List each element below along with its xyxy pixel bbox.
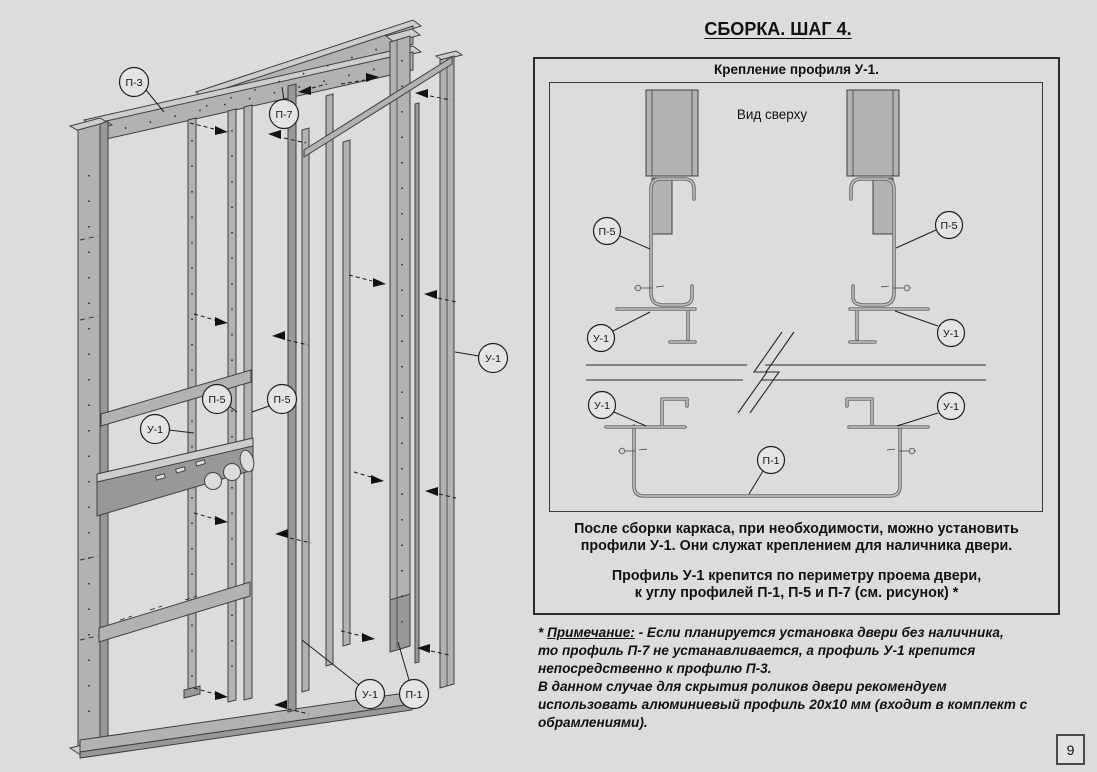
svg-text:П-5: П-5 xyxy=(273,394,291,406)
label-u1-top-left xyxy=(588,312,651,352)
svg-text:У-1: У-1 xyxy=(592,333,610,345)
screw-left xyxy=(634,285,664,291)
svg-text:П-5: П-5 xyxy=(208,394,226,406)
profile-u1-vertical-a xyxy=(302,128,309,692)
door-panel-right xyxy=(847,90,899,176)
label-p5-right xyxy=(252,385,297,414)
svg-text:П-5: П-5 xyxy=(940,220,958,232)
svg-text:П-5: П-5 xyxy=(598,226,616,238)
view-label: Вид сверху xyxy=(736,107,808,122)
svg-text:П-1: П-1 xyxy=(405,689,423,701)
left-post xyxy=(70,118,114,756)
page-title: СБОРКА. ШАГ 4. xyxy=(704,19,852,39)
label-p1-bottom xyxy=(398,642,429,709)
label-u1-top-right xyxy=(895,311,965,347)
label-p5-right xyxy=(896,212,963,249)
door-panel-left xyxy=(646,90,698,176)
svg-text:П-3: П-3 xyxy=(125,77,143,89)
break-lines xyxy=(586,332,986,413)
label-u1-right xyxy=(455,344,508,373)
footnote-label: Примечание: xyxy=(547,625,635,640)
top-view-drawing xyxy=(550,83,1041,510)
label-u1-bottom-right xyxy=(897,393,965,427)
profile-u1-tall xyxy=(436,51,462,688)
page-number: 9 xyxy=(1066,741,1075,758)
svg-text:У-1: У-1 xyxy=(484,353,502,365)
svg-text:П-7: П-7 xyxy=(275,109,293,121)
paragraph-1: После сборки каркаса, при необходимости, можно установить профили У-1. Они служат креплением для наличника двери. xyxy=(574,521,1019,554)
top-view-box xyxy=(549,82,1043,512)
svg-text:П-1: П-1 xyxy=(762,455,780,467)
screw-right xyxy=(881,285,911,291)
svg-text:У-1: У-1 xyxy=(942,401,960,413)
svg-text:У-1: У-1 xyxy=(146,424,164,436)
panel-header: Крепление профиля У-1. xyxy=(714,62,879,77)
label-u1-bottom xyxy=(302,640,385,709)
label-u1-bottom-left xyxy=(589,392,647,427)
cross-section-right xyxy=(847,90,928,342)
panel-text xyxy=(535,521,1058,602)
label-p5-left xyxy=(594,218,651,250)
svg-text:У-1: У-1 xyxy=(361,689,379,701)
paragraph-2: Профиль У-1 крепится по периметру проема двери, к углу профилей П-1, П-5 и П-7 (см. рисунок) * xyxy=(611,568,982,601)
svg-text:У-1: У-1 xyxy=(942,328,960,340)
footnote: * Примечание: - Если планируется установка двери без наличника, то профиль П-7 не устанавливается, а профиль У-1 крепится непосредственно к профилю П-3. В данном случае для скрытия роликов двери рекомендуем использовать алюминиевый профиль 20х10 мм (входит в комплект с обрамлениями). xyxy=(538,624,1078,732)
detail-panel xyxy=(533,57,1060,615)
footnote-line-1: * Примечание: - Если планируется установка двери без наличника, xyxy=(538,625,1004,640)
detail-labels xyxy=(588,212,965,495)
label-u1-mid xyxy=(141,415,195,444)
label-p1 xyxy=(749,447,785,495)
page-number-box xyxy=(1056,734,1085,765)
cross-section-left xyxy=(617,90,698,342)
floating-profiles xyxy=(288,29,462,712)
svg-text:У-1: У-1 xyxy=(593,400,611,412)
